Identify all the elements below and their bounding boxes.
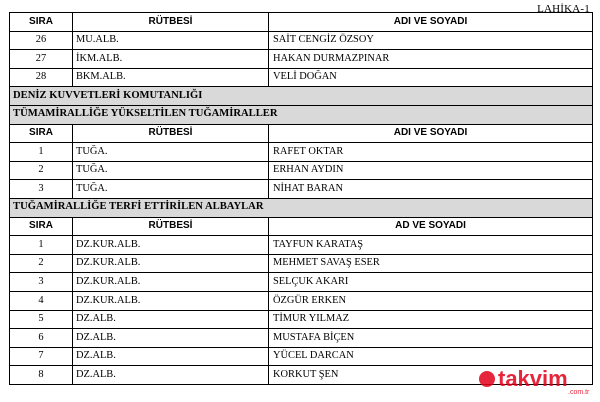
annex-label: LAHİKA-1 bbox=[537, 3, 590, 15]
takvim-logo-suffix: .com.tr bbox=[568, 389, 590, 396]
row-name: KORKUT ŞEN bbox=[269, 366, 593, 385]
header-adi-soyadi: ADI VE SOYADI bbox=[269, 13, 593, 32]
row-name: TAYFUN KARATAŞ bbox=[269, 236, 593, 255]
row-name: SELÇUK AKARI bbox=[269, 273, 593, 292]
takvim-logo-wordmark: takvim bbox=[498, 366, 568, 391]
row-name: YÜCEL DARCAN bbox=[269, 347, 593, 366]
row-rank: İKM.ALB. bbox=[73, 50, 269, 69]
table-row bbox=[10, 143, 593, 162]
table-row bbox=[10, 236, 593, 255]
row-number: 3 bbox=[10, 180, 73, 199]
row-name: MUSTAFA BİÇEN bbox=[269, 329, 593, 348]
section-title-navy: DENİZ KUVVETLERİ KOMUTANLIĞI bbox=[10, 87, 593, 106]
table-row bbox=[10, 254, 593, 273]
table-header-row bbox=[10, 13, 593, 32]
row-number: 2 bbox=[10, 161, 73, 180]
table-row bbox=[10, 50, 593, 69]
row-name: ERHAN AYDIN bbox=[269, 161, 593, 180]
row-rank: DZ.KUR.ALB. bbox=[73, 254, 269, 273]
row-name: HAKAN DURMAZPINAR bbox=[269, 50, 593, 69]
section-row-promoted bbox=[10, 105, 593, 124]
row-name: MEHMET SAVAŞ ESER bbox=[269, 254, 593, 273]
table-row bbox=[10, 273, 593, 292]
row-number: 1 bbox=[10, 143, 73, 162]
header-sira: SIRA bbox=[10, 124, 73, 143]
row-number: 1 bbox=[10, 236, 73, 255]
section-title-promoted: TÜMAMİRALLİĞE YÜKSELTİLEN TUĞAMİRALLER bbox=[10, 105, 593, 124]
row-rank: TUĞA. bbox=[73, 161, 269, 180]
row-number: 3 bbox=[10, 273, 73, 292]
section-row-navy bbox=[10, 87, 593, 106]
row-number: 4 bbox=[10, 291, 73, 310]
row-rank: TUĞA. bbox=[73, 180, 269, 199]
takvim-logo bbox=[476, 360, 596, 398]
row-number: 8 bbox=[10, 366, 73, 385]
row-name: NİHAT BARAN bbox=[269, 180, 593, 199]
header-rutbesi: RÜTBESİ bbox=[73, 217, 269, 236]
table-header-row bbox=[10, 217, 593, 236]
row-name: TİMUR YILMAZ bbox=[269, 310, 593, 329]
row-name: SAİT CENGİZ ÖZSOY bbox=[269, 31, 593, 50]
row-number: 26 bbox=[10, 31, 73, 50]
table-row bbox=[10, 329, 593, 348]
row-rank: DZ.ALB. bbox=[73, 310, 269, 329]
table-row bbox=[10, 68, 593, 87]
row-rank: DZ.ALB. bbox=[73, 347, 269, 366]
row-name: VELİ DOĞAN bbox=[269, 68, 593, 87]
row-rank: DZ.ALB. bbox=[73, 366, 269, 385]
table-header-row bbox=[10, 124, 593, 143]
row-number: 6 bbox=[10, 329, 73, 348]
row-number: 2 bbox=[10, 254, 73, 273]
row-number: 5 bbox=[10, 310, 73, 329]
takvim-logo-emblem bbox=[479, 371, 495, 387]
promotion-table bbox=[9, 12, 593, 385]
row-rank: TUĞA. bbox=[73, 143, 269, 162]
row-rank: BKM.ALB. bbox=[73, 68, 269, 87]
row-name: RAFET OKTAR bbox=[269, 143, 593, 162]
header-sira: SIRA bbox=[10, 13, 73, 32]
section-row-colonels bbox=[10, 198, 593, 217]
header-rutbesi: RÜTBESİ bbox=[73, 124, 269, 143]
table-row bbox=[10, 31, 593, 50]
row-name: ÖZGÜR ERKEN bbox=[269, 291, 593, 310]
row-rank: DZ.KUR.ALB. bbox=[73, 291, 269, 310]
row-number: 27 bbox=[10, 50, 73, 69]
header-adi-soyadi: ADI VE SOYADI bbox=[269, 124, 593, 143]
header-sira: SIRA bbox=[10, 217, 73, 236]
section-title-colonels: TUĞAMİRALLİĞE TERFİ ETTİRİLEN ALBAYLAR bbox=[10, 198, 593, 217]
row-number: 28 bbox=[10, 68, 73, 87]
row-rank: DZ.ALB. bbox=[73, 329, 269, 348]
table-row bbox=[10, 180, 593, 199]
row-number: 7 bbox=[10, 347, 73, 366]
table-row bbox=[10, 161, 593, 180]
table-row bbox=[10, 291, 593, 310]
row-rank: DZ.KUR.ALB. bbox=[73, 273, 269, 292]
header-rutbesi: RÜTBESİ bbox=[73, 13, 269, 32]
row-rank: DZ.KUR.ALB. bbox=[73, 236, 269, 255]
row-rank: MU.ALB. bbox=[73, 31, 269, 50]
header-ad-soyadi: AD VE SOYADI bbox=[269, 217, 593, 236]
table-row bbox=[10, 310, 593, 329]
